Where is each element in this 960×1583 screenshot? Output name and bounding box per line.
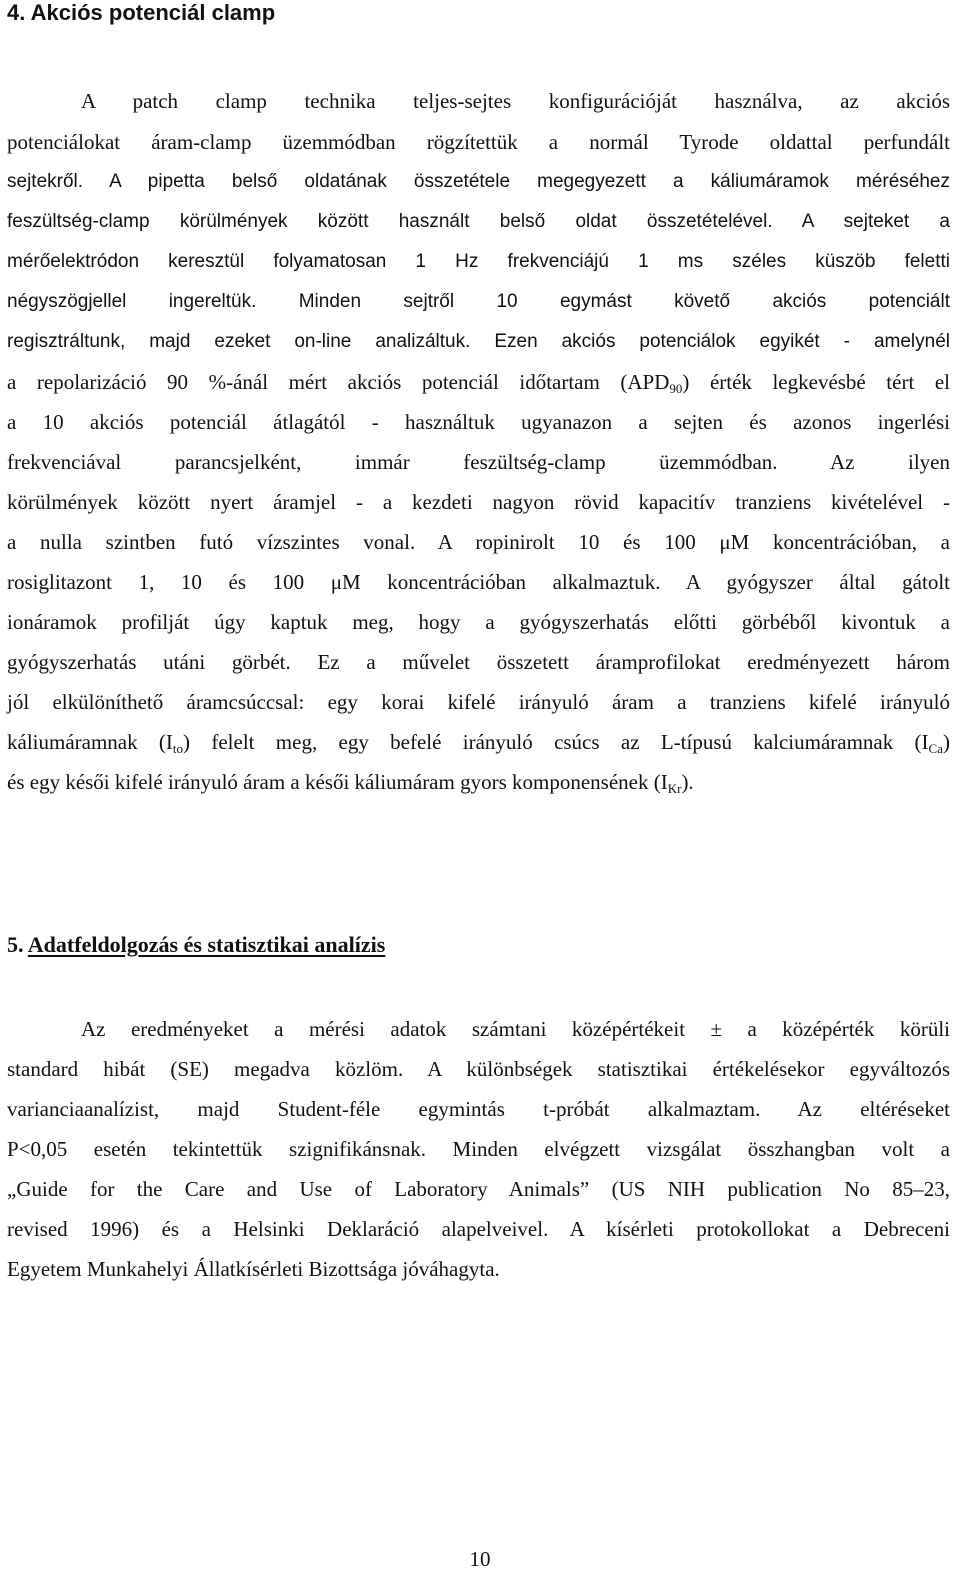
paragraph-line: varianciaanalízist, majd Student-féle egymintás t-próbát alkalmaztam. Az eltéréseket	[7, 1097, 950, 1121]
paragraph-line: a nulla szintben futó vízszintes vonal. A ropinirolt 10 és 100 μM koncentrációban, a	[7, 530, 950, 554]
paragraph-line: körülmények között nyert áramjel - a kezdeti nagyon rövid kapacitív tranziens kivételével -	[7, 490, 950, 514]
subscript: 90	[669, 381, 683, 396]
paragraph-line: jól elkülöníthető áramcsúccsal: egy korai kifelé irányuló áram a tranziens kifelé irányuló	[7, 690, 950, 714]
paragraph-line: káliumáramnak $(I_{to})$ felelt meg, egy befelé irányuló csúcs az L-típusú kalciumáramnak $(I_{Ca})$	[7, 730, 950, 756]
paragraph-line: potenciálokat áram-clamp üzemmódban rögzítettük a normál Tyrode oldattal perfundált	[7, 130, 950, 154]
subscript: to	[172, 741, 184, 756]
paragraph-line: Egyetem Munkahelyi Állatkísérleti Bizottsága jóváhagyta.	[7, 1257, 500, 1281]
paragraph-line: standard hibát (SE) megadva közlöm. A különbségek statisztikai értékelésekor egyváltozós	[7, 1057, 950, 1081]
paragraph-line: revised 1996) és a Helsinki Deklaráció alapelveivel. A kísérleti protokollokat a Debreceni	[7, 1217, 950, 1241]
page-number: 10	[469, 1547, 491, 1571]
paragraph-line: ionáramok profilját úgy kaptuk meg, hogy a gyógyszerhatás előtti görbéből kivontuk a	[7, 610, 950, 634]
paragraph-line: rosiglitazont 1, 10 és 100 μM koncentrációban alkalmaztuk. A gyógyszer által gátolt	[7, 570, 950, 594]
paragraph-line: P<0,05 esetén tekintettük szignifikánsnak. Minden elvégzett vizsgálat összhangban volt a	[7, 1137, 950, 1161]
section-4-heading: 4. Akciós potenciál clamp	[7, 0, 276, 25]
paragraph-line: „Guide for the Care and Use of Laboratory Animals” (US NIH publication No 85–23,	[7, 1177, 950, 1201]
subscript: Ca	[928, 741, 943, 756]
section-title: Adatfeldolgozás és statisztikai analízis	[27, 932, 386, 957]
paragraph-line: és egy késői kifelé irányuló áram a késői káliumáram gyors komponensének $(I_{Kr})$.	[7, 770, 694, 796]
paragraph-line: a 10 akciós potenciál átlagától - használtuk ugyanazon a sejten és azonos ingerlési	[7, 410, 950, 434]
paragraph-line: Az eredményeket a mérési adatok számtani középértékeit ± a középérték körüli	[81, 1017, 950, 1041]
paragraph-line: négyszögjellel ingereltük. Minden sejtről 10 egymást követő akciós potenciált	[7, 291, 950, 312]
paragraph-line: feszültség-clamp körülmények között használt belső oldat összetételével. A sejteket a	[7, 211, 950, 232]
paragraph-line: gyógyszerhatás utáni görbét. Ez a művelet összetett áramprofilokat eredményezett három	[7, 650, 950, 674]
subscript: Kr	[667, 781, 682, 796]
paragraph-line: A patch clamp technika teljes-sejtes konfigurációját használva, az akciós	[81, 89, 950, 113]
paragraph-line: regisztráltunk, majd ezeket on-line analizáltuk. Ezen akciós potenciálok egyikét - amelynél	[7, 331, 950, 352]
paragraph-line: frekvenciával parancsjelként, immár feszültség-clamp üzemmódban. Az ilyen	[7, 450, 950, 474]
paragraph-line: mérőelektródon keresztül folyamatosan 1 Hz frekvenciájú 1 ms széles küszöb feletti	[7, 251, 950, 272]
paragraph-line: sejtekről. A pipetta belső oldatának összetétele megegyezett a káliumáramok méréséhez	[7, 171, 950, 192]
section-number: 5.	[7, 932, 24, 957]
section-5-heading	[7, 932, 385, 958]
paragraph-line: a repolarizáció 90 %-ánál mért akciós potenciál időtartam $(APD_{90})$ érték legkevésbé tért el	[7, 370, 950, 396]
